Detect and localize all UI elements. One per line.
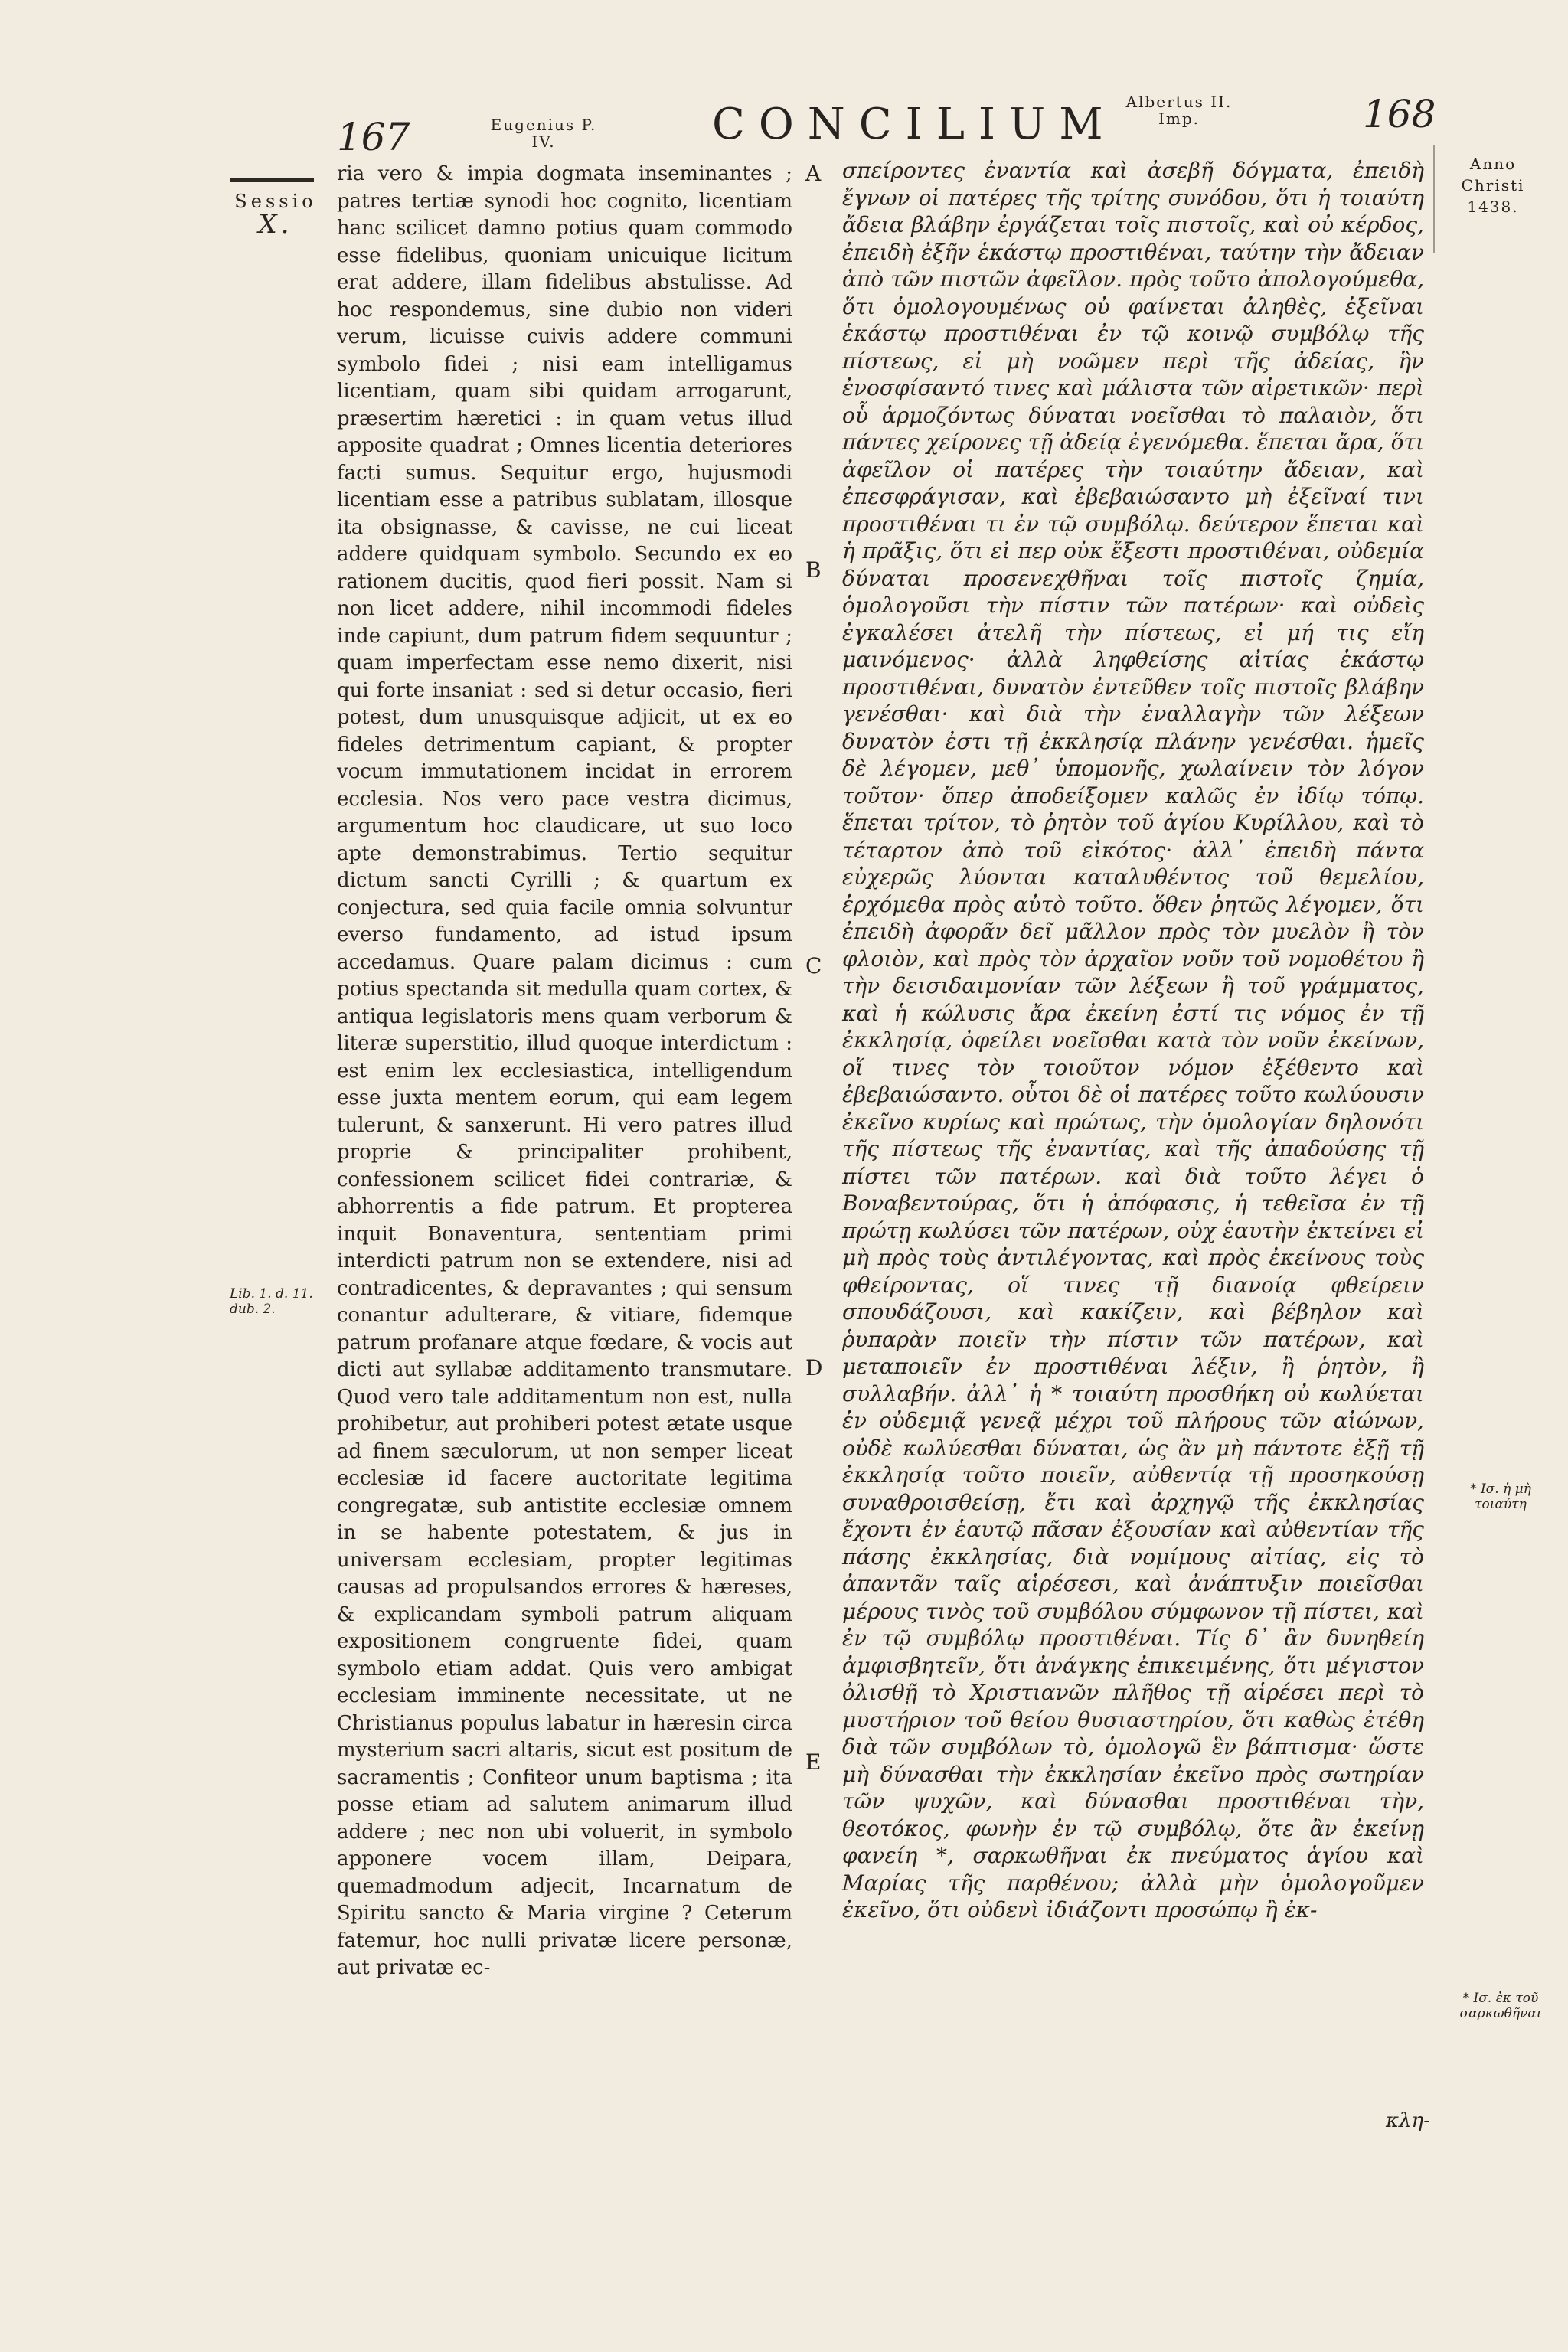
running-head-right: Albertus II. Imp. <box>1125 93 1233 128</box>
latin-text: ria vero & impia dogmata inseminantes ; patres tertiæ synodi hoc cognito, licentiam hanc scilicet damno potius quam commodo esse fidelibus, quoniam unicuique licitum erat addere, illam fidelibus abstulisse. Ad hoc respondemus, sine dubio non videri verum, licuisse cuivis addere communi symbolo fidei ; nisi eam intelligamus licentiam, quam sibi quidam arrogarunt, præsertim hæretici : in quam vetus illud apposite quadrat ; Omnes licentia deteriores facti sumus. Sequitur ergo, hujusmodi licentiam esse a patribus sublatam, illosque ita obsignasse, & cavisse, ne cui liceat addere quidquam symbolo. Secundo ex eo rationem ducitis, quod fieri possit. Nam si non licet addere, nihil incommodi fideles inde capiunt, dum patrum fidem sequuntur ; quam imperfectam esse nemo dixerit, nisi qui forte insaniat : sed si detur occasio, fieri potest, dum unusquisque adjicit, ut ex eo fideles detrimentum capiant, & propter vocum immutationem incidat in errorem ecclesia. Nos vero pace vestra dicimus, argumentum hoc claudicare, ut suo loco apte demonstrabimus. Tertio sequitur dictum sancti Cyrilli ; & quartum ex conjectura, sed quia facile omnia solvuntur everso fundamento, ad istud ipsum accedamus. Quare palam dicimus : cum potius spectanda sit medulla quam cortex, & antiqua legislatoris mens quam verborum & literæ superstitio, illud quoque interdictum : est enim lex ecclesiastica, intelligendum esse juxta mentem eorum, qui eam legem tulerunt, & sanxerunt. Hi vero patres illud proprie & principaliter prohibent, confessionem scilicet fidei contrariæ, & abhorrentis a fide patrum. Et propterea inquit Bonaventura, sententiam primi interdicti patrum non se extendere, nisi ad contradicentes, & depravantes ; qui sensum conantur adulterare, & vitiare, fidemque patrum profanare atque fœdare, & vocis aut dicti aut syllabæ additamento transmutare. Quod vero tale additamentum non est, nulla prohibetur, aut prohiberi potest ætate usque ad finem sæculorum, ut non semper liceat ecclesiæ id facere auctoritate legitima congregatæ, sub antistite ecclesiæ omnem in se habente potestatem, & jus in universam ecclesiam, propter legitimas causas ad propulsandos errores & hæreses, & explicandam symboli patrum aliquam expositionem congruente fidei, quam symbolo etiam addat. Quis vero ambigat ecclesiam imminente necessitate, ut ne Christianus populus labatur in hæresin circa mysterium sacri altaris, sicut est positum de sacramentis ; Confiteor unum baptisma ; ita posse etiam ad salutem animarum illud addere ; nec non ubi voluerit, in symbolo apponere vocem illam, Deipara, quemadmodum adjecit, Incarnatum de Spiritu sancto & Maria virgine ? Ceterum fatemur, hoc nulli privatæ licere personæ, aut privatæ ec- <box>337 162 792 1979</box>
running-header <box>0 84 1568 168</box>
sessio-label <box>226 190 325 240</box>
margin-letter-d: D <box>805 1355 823 1380</box>
running-head-left: Eugenius P. IV. <box>490 116 597 151</box>
sessio-number: X. <box>258 209 293 240</box>
anno-christi-label: Anno Christi 1438. <box>1461 155 1525 216</box>
catchword: κλη- <box>1386 2109 1430 2132</box>
anno-rule <box>1433 145 1435 253</box>
margin-letter-b: B <box>805 557 822 583</box>
greek-column <box>842 157 1424 1924</box>
page-number-right: 168 <box>1363 92 1436 136</box>
sessio-rule <box>230 178 314 182</box>
latin-margin-gloss: Lib. 1. d. 11. dub. 2. <box>230 1286 313 1317</box>
margin-letter-a: A <box>805 161 822 186</box>
page-number-left: 167 <box>337 115 410 159</box>
greek-text: σπείροντες ἐναντία καὶ ἀσεβῆ δόγματα, ἐπειδὴ ἔγνων οἱ πατέρες τῆς τρίτης συνόδου, ὅτι ἡ τοιαύτη ἄδεια βλάβην ἐργάζεται τοῖς πιστοῖς, καὶ οὐ κέρδος, ἐπειδὴ ἐξῆν ἑκάστῳ προστιθέναι, ταύτην τὴν ἄδειαν ἀπὸ τῶν πιστῶν ἀφεῖλον. πρὸς τοῦτο ἀπολογούμεθα, ὅτι ὁμολογουμένως οὐ φαίνεται ἀληθὲς, ἐξεῖναι ἑκάστῳ προστιθέναι ἐν τῷ κοινῷ συμβόλῳ τῆς πίστεως, εἰ μὴ νοῶμεν περὶ τῆς ἀδείας, ἣν ἐνοσφίσαντό τινες καὶ μάλιστα τῶν αἱρετικῶν· περὶ οὗ ἁρμοζόντως δύναται νοεῖσθαι τὸ παλαιὸν, ὅτι πάντες χείρονες τῇ ἀδείᾳ ἐγενόμεθα. ἕπεται ἄρα, ὅτι ἀφεῖλον οἱ πατέρες τὴν τοιαύτην ἄδειαν, καὶ ἐπεσφράγισαν, καὶ ἐβεβαιώσαντο μὴ ἐξεῖναί τινι προστιθέναι τι ἐν τῷ συμβόλῳ. δεύτερον ἕπεται καὶ ἡ πρᾶξις, ὅτι εἰ περ οὐκ ἔξεστι προστιθέναι, οὐδεμία δύναται προσενεχθῆναι τοῖς πιστοῖς ζημία, ὁμολογοῦσι τὴν πίστιν τῶν πατέρων· καὶ οὐδεὶς ἐγκαλέσει ἀτελῆ τὴν πίστεως, εἰ μή τις εἴη μαινόμενος· ἀλλὰ ληφθείσης αἰτίας ἑκάστῳ προστιθέναι, δυνατὸν ἐντεῦθεν τοῖς πιστοῖς βλάβην γενέσθαι· καὶ διὰ τὴν ἐναλλαγὴν τῶν λέξεων δυνατὸν ἐστι τῇ ἐκκλησίᾳ πλάνην γενέσθαι. ἡμεῖς δὲ λέγομεν, μεθ᾽ ὑπομονῆς, χωλαίνειν τὸν λόγον τοῦτον· ὅπερ ἀποδείξομεν καλῶς ἐν ἰδίῳ τόπῳ. ἕπεται τρίτον, τὸ ῥητὸν τοῦ ἁγίου Κυρίλλου, καὶ τὸ τέταρτον ἀπὸ τοῦ εἰκότος· ἀλλ᾽ ἐπειδὴ πάντα εὐχερῶς λύονται καταλυθέντος τοῦ θεμελίου, ἐρχόμεθα πρὸς αὐτὸ τοῦτο. ὅθεν ῥητῶς λέγομεν, ὅτι ἐπειδὴ ἀφορᾶν δεῖ μᾶλλον πρὸς τὸν μυελὸν ἢ τὸν φλοιὸν, καὶ πρὸς τὸν ἀρχαῖον νοῦν τοῦ νομοθέτου ἢ τὴν δεισιδαιμονίαν τῶν λέξεων ἢ τοῦ γράμματος, καὶ ἡ κώλυσις ἄρα ἐκείνη ἐστί τις νόμος ἐν τῇ ἐκκλησίᾳ, ὀφείλει νοεῖσθαι κατὰ τὸν νοῦν ἐκείνων, οἵ τινες τὸν τοιοῦτον νόμον ἐξέθεντο καὶ ἐβεβαιώσαντο. οὗτοι δὲ οἱ πατέρες τοῦτο κωλύουσιν ἐκεῖνο κυρίως καὶ πρώτως, τὴν ὁμολογίαν δηλονότι τῆς πίστεως τῆς ἐναντίας, καὶ τῆς ἀπαδούσης τῇ πίστει τῶν πατέρων. καὶ διὰ τοῦτο λέγει ὁ Βοναβεντούρας, ὅτι ἡ ἀπόφασις, ἡ τεθεῖσα ἐν τῇ πρώτῃ κωλύσει τῶν πατέρων, οὐχ ἑαυτὴν ἐκτείνει εἰ μὴ πρὸς τοὺς ἀντιλέγοντας, καὶ πρὸς ἐκείνους τοὺς φθείροντας, οἵ τινες τῇ διανοίᾳ φθείρειν σπουδάζουσι, καὶ κακίζειν, καὶ βέβηλον καὶ ῥυπαρὰν ποιεῖν τὴν πίστιν τῶν πατέρων, καὶ μεταποιεῖν ἐν προστιθέναι λέξιν, ἢ ῥητὸν, ἢ συλλαβήν. ἀλλ᾽ ἡ * τοιαύτη προσθήκη οὐ κωλύεται ἐν οὐδεμιᾷ γενεᾷ μέχρι τοῦ πλήρους τῶν αἰώνων, οὐδὲ κωλύεσθαι δύναται, ὡς ἂν μὴ πάντοτε ἐξῇ τῇ ἐκκλησίᾳ τοῦτο ποιεῖν, αὐθεντίᾳ τῇ προσηκούσῃ συναθροισθείσῃ, ἔτι καὶ ἀρχηγῷ τῆς ἐκκλησίας ἔχοντι ἐν ἑαυτῷ πᾶσαν ἐξουσίαν καὶ αὐθεντίαν τῆς πάσης ἐκκλησίας, διὰ νομίμους αἰτίας, εἰς τὸ ἀπαντᾶν ταῖς αἱρέσεσι, καὶ ἀνάπτυξιν ποιεῖσθαι μέρους τινὸς τοῦ συμβόλου σύμφωνον τῇ πίστει, καὶ ἐν τῷ συμβόλῳ προστιθέναι. Τίς δ᾽ ἂν δυνηθείη ἀμφισβητεῖν, ὅτι ἀνάγκης ἐπικειμένης, ὅτι μέγιστον ὀλισθῇ τὸ Χριστιανῶν πλῆθος τῇ αἱρέσει περὶ τὸ μυστήριον τοῦ θείου θυσιαστηρίου, ὅτι καθὼς ἐτέθη διὰ τῶν συμβόλων τὸ, ὁμολογῶ ἓν βάπτισμα· ὥστε μὴ δύνασθαι τὴν ἐκκλησίαν ἐκεῖνο πρὸς σωτηρίαν τῶν ψυχῶν, καὶ δύνασθαι προστιθέναι τὴν, θεοτόκος, φωνὴν ἐν τῷ συμβόλῳ, ὅτε ἂν ἐκείνῃ φανείη *, σαρκωθῆναι ἐκ πνεύματος ἁγίου καὶ Μαρίας τῆς παρθένου; ἀλλὰ μὴν ὁμολογοῦμεν ἐκεῖνο, ὅτι οὐδενὶ ἰδιάζοντι προσώπῳ ἢ ἐκ- <box>842 158 1424 1922</box>
greek-margin-gloss-1: * Ισ. ἡ μὴ τοιαύτη <box>1470 1481 1531 1512</box>
page-title: CONCILIUM <box>712 100 1117 149</box>
margin-letter-e: E <box>805 1749 822 1775</box>
sessio-word: Sessio <box>234 191 317 212</box>
greek-margin-gloss-2: * Ισ. ἐκ τοῦ σαρκωθῆναι <box>1459 1991 1542 2021</box>
latin-column <box>337 161 792 1982</box>
margin-letter-c: C <box>805 953 822 978</box>
